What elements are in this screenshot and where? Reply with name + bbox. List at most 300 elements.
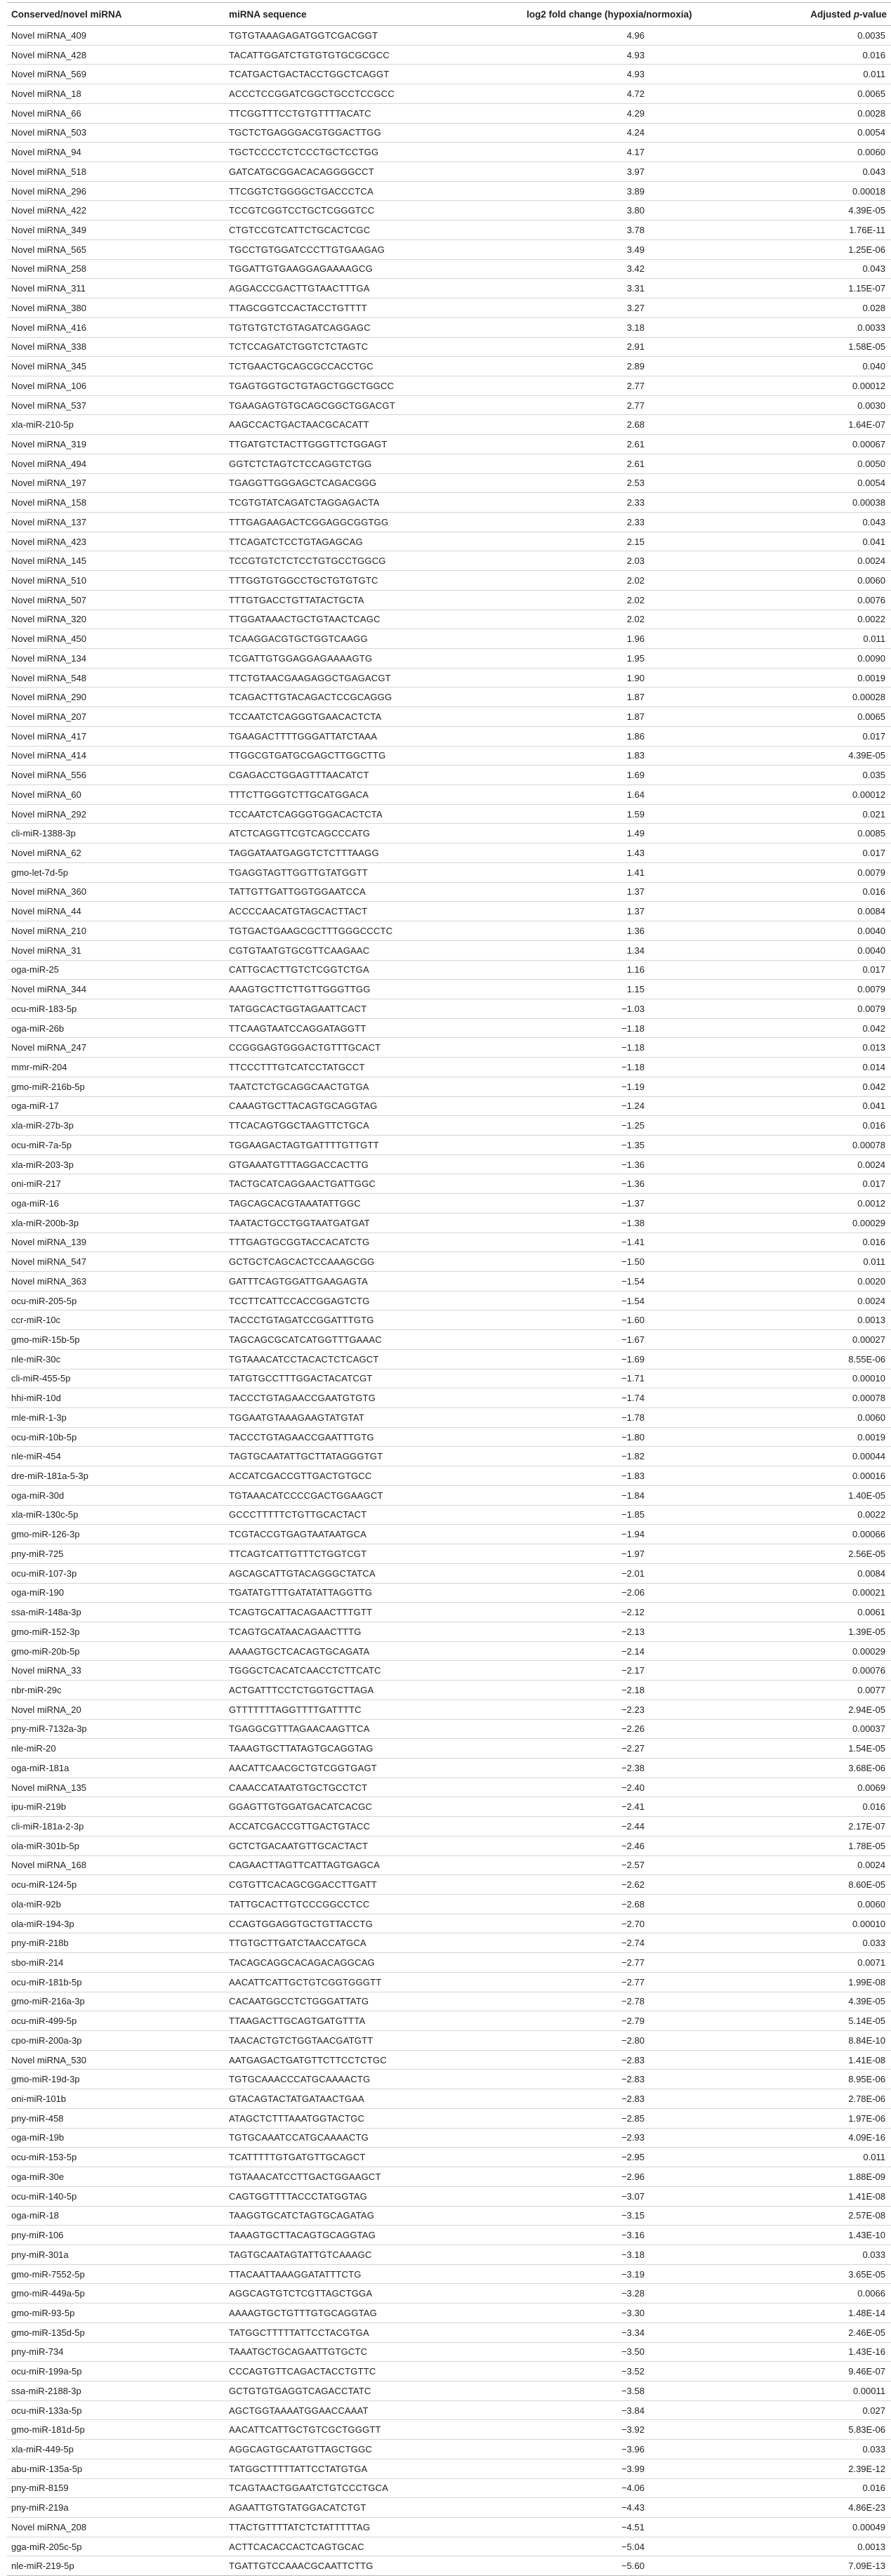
log2-fold-change-cell: −2.79 [515,2011,727,2031]
mirna-name-cell: Novel miRNA_60 [7,785,223,805]
adjusted-p-value-cell: 4.09E-16 [727,2128,891,2148]
sequence-cell: TGAGTGGTGCTGTAGCTGGCTGGCC [223,376,515,395]
mirna-name-cell: cli-miR-1388-3p [7,824,223,843]
table-row [7,707,891,727]
table-row [7,882,891,902]
table-row [7,2148,891,2167]
adjusted-p-value-cell: 0.042 [727,1077,891,1096]
table-row [7,610,891,629]
table-row [7,1661,891,1681]
mirna-name-cell: Novel miRNA_247 [7,1038,223,1058]
table-row [7,2381,891,2400]
log2-fold-change-cell: −1.97 [515,1544,727,1564]
adjusted-p-value-cell: 0.0079 [727,980,891,999]
adjusted-p-value-cell: 4.39E-05 [727,201,891,221]
log2-fold-change-cell: −1.03 [515,999,727,1018]
log2-fold-change-cell: −3.30 [515,2304,727,2323]
adjusted-p-value-cell: 1.64E-07 [727,415,891,435]
adjusted-p-value-cell: 0.035 [727,765,891,785]
log2-fold-change-cell: 1.87 [515,707,727,727]
mirna-name-cell: mmr-miR-204 [7,1058,223,1077]
sequence-cell: CATTGCACTTGTCTCGGTCTGA [223,960,515,980]
sequence-cell: TTCTGTAACGAAGAGGCTGAGACGT [223,668,515,688]
sequence-cell: TGGATTGTGAAGGAGAAAAGCG [223,259,515,279]
log2-fold-change-cell: −2.77 [515,1953,727,1973]
log2-fold-change-cell: 1.64 [515,785,727,805]
mirna-name-cell: ocu-miR-153-5p [7,2148,223,2167]
log2-fold-change-cell: 3.97 [515,162,727,182]
mirna-name-cell: oga-miR-18 [7,2206,223,2226]
sequence-cell: GTTTTTTTAGGTTTTGATTTTC [223,1700,515,1719]
adjusted-p-value-cell: 4.86E-23 [727,2498,891,2518]
mirna-name-cell: Novel miRNA_360 [7,882,223,902]
log2-fold-change-cell: 3.89 [515,181,727,201]
adjusted-p-value-cell: 0.0065 [727,84,891,104]
adjusted-p-value-cell: 0.014 [727,1058,891,1077]
mirna-name-cell: Novel miRNA_62 [7,843,223,863]
sequence-cell: TACCCTGTAGAACCGAATTTGTG [223,1427,515,1447]
table-row [7,1058,891,1077]
log2-fold-change-cell: 3.78 [515,221,727,240]
sequence-cell: CAAAGTGCTTACAGTGCAGGTAG [223,1096,515,1116]
mirna-name-cell: ocu-miR-133a-5p [7,2400,223,2420]
mirna-name-cell: gmo-miR-152-3p [7,1622,223,1641]
table-row [7,1797,891,1817]
mirna-name-cell: oni-miR-217 [7,1174,223,1194]
table-row [7,415,891,435]
log2-fold-change-cell: −2.23 [515,1700,727,1719]
mirna-name-cell: Novel miRNA_18 [7,84,223,104]
sequence-cell: CACAATGGCCTCTGGGATTATG [223,1992,515,2011]
adjusted-p-value-cell: 0.00049 [727,2518,891,2537]
table-row [7,1895,891,1914]
log2-fold-change-cell: 4.17 [515,143,727,162]
adjusted-p-value-cell: 0.00078 [727,1388,891,1408]
table-row [7,688,891,707]
sequence-cell: TAGTGCAATATTGCTTATAGGGTGT [223,1447,515,1466]
sequence-cell: AAGCCACTGACTAACGCACATT [223,415,515,435]
log2-fold-change-cell: −4.43 [515,2498,727,2518]
adjusted-p-value-cell: 0.017 [727,1174,891,1194]
log2-fold-change-cell: 3.18 [515,317,727,337]
log2-fold-change-cell: −3.34 [515,2322,727,2342]
table-row [7,45,891,65]
mirna-name-cell: Novel miRNA_20 [7,1700,223,1719]
adjusted-p-value-cell: 2.57E-08 [727,2206,891,2226]
log2-fold-change-cell: −5.04 [515,2537,727,2556]
log2-fold-change-cell: 1.87 [515,688,727,707]
mirna-name-cell: Novel miRNA_450 [7,629,223,649]
sequence-cell: GTGAAATGTTTAGGACCACTTG [223,1155,515,1174]
table-row [7,512,891,532]
table-row [7,1992,891,2011]
adjusted-p-value-cell: 0.011 [727,2148,891,2167]
adjusted-p-value-cell: 0.00078 [727,1135,891,1155]
table-row [7,1777,891,1797]
mirna-name-cell: xla-miR-200b-3p [7,1213,223,1233]
mirna-name-cell: ocu-miR-7a-5p [7,1135,223,1155]
adjusted-p-value-cell: 2.56E-05 [727,1544,891,1564]
sequence-cell: GTACAGTACTATGATAACTGAA [223,2089,515,2109]
log2-fold-change-cell: −2.12 [515,1603,727,1622]
table-row [7,590,891,610]
sequence-cell: TAGGATAATGAGGTCTCTTTAAGG [223,843,515,863]
table-row [7,239,891,259]
sequence-cell: TGGAATGTAAAGAAGTATGTAT [223,1408,515,1428]
adjusted-p-value-cell: 0.00076 [727,1661,891,1681]
log2-fold-change-cell: −1.19 [515,1077,727,1096]
header-row [7,3,891,26]
table-row [7,1310,891,1330]
adjusted-p-value-cell: 1.43E-16 [727,2342,891,2362]
mirna-name-cell: Novel miRNA_210 [7,921,223,941]
sequence-cell: TTAAGACTTGCAGTGATGTTTA [223,2011,515,2031]
adjusted-p-value-cell: 0.0076 [727,590,891,610]
log2-fold-change-cell: −2.41 [515,1797,727,1817]
table-row [7,2498,891,2518]
log2-fold-change-cell: −2.13 [515,1622,727,1641]
adjusted-p-value-cell: 0.028 [727,298,891,318]
adjusted-p-value-cell: 0.0085 [727,824,891,843]
log2-fold-change-cell: 1.41 [515,862,727,882]
table-row [7,1330,891,1350]
sequence-cell: TATTGCACTTGTCCCGGCCTCC [223,1895,515,1914]
log2-fold-change-cell: 2.61 [515,435,727,454]
mirna-name-cell: ocu-miR-10b-5p [7,1427,223,1447]
mirna-name-cell: ocu-miR-107-3p [7,1563,223,1583]
adjusted-p-value-cell: 1.99E-08 [727,1972,891,1992]
adjusted-p-value-cell: 8.55E-06 [727,1349,891,1369]
adjusted-p-value-cell: 2.39E-12 [727,2459,891,2478]
mirna-name-cell: Novel miRNA_134 [7,649,223,669]
table-row [7,2031,891,2051]
sequence-cell: TATGGCTTTTTATTCCTATGTGA [223,2459,515,2478]
adjusted-p-value-cell: 0.0077 [727,1681,891,1700]
table-row [7,2440,891,2459]
header-sequence: miRNA sequence [223,3,515,26]
adjusted-p-value-cell: 0.00066 [727,1525,891,1544]
mirna-name-cell: Novel miRNA_507 [7,590,223,610]
mirna-name-cell: ocu-miR-140-5p [7,2186,223,2206]
mirna-name-cell: pny-miR-106 [7,2226,223,2245]
log2-fold-change-cell: 3.49 [515,239,727,259]
table-row [7,1563,891,1583]
adjusted-p-value-cell: 0.0060 [727,1895,891,1914]
log2-fold-change-cell: −1.50 [515,1252,727,1272]
adjusted-p-value-cell: 0.00037 [727,1719,891,1739]
sequence-cell: TTCAAGTAATCCAGGATAGGTT [223,1018,515,1038]
sequence-cell: CCCAGTGTTCAGACTACCTGTTC [223,2362,515,2381]
sequence-cell: GCTGCTCAGCACTCCAAAGCGG [223,1252,515,1272]
adjusted-p-value-cell: 0.042 [727,1018,891,1038]
adjusted-p-value-cell: 0.016 [727,882,891,902]
sequence-cell: TATTGTTGATTGGTGGAATCCA [223,882,515,902]
mirna-name-cell: xla-miR-210-5p [7,415,223,435]
mirna-name-cell: Novel miRNA_139 [7,1233,223,1252]
log2-fold-change-cell: −1.78 [515,1408,727,1428]
log2-fold-change-cell: 2.15 [515,532,727,551]
mirna-name-cell: gmo-miR-216b-5p [7,1077,223,1096]
sequence-cell: TCCAATCTCAGGGTGAACACTCTA [223,707,515,727]
log2-fold-change-cell: −1.37 [515,1194,727,1214]
log2-fold-change-cell: −2.38 [515,1758,727,1777]
adjusted-p-value-cell: 0.0060 [727,571,891,591]
table-row [7,1213,891,1233]
mirna-name-cell: Novel miRNA_320 [7,610,223,629]
log2-fold-change-cell: −2.57 [515,1855,727,1875]
adjusted-p-value-cell: 0.0024 [727,1155,891,1174]
table-row [7,2011,891,2031]
mirna-name-cell: Novel miRNA_290 [7,688,223,707]
sequence-cell: TGTGCAAACCCATGCAAAACTG [223,2070,515,2089]
sequence-cell: GATTTCAGTGGATTGAAGAGTA [223,1272,515,1292]
mirna-name-cell: oga-miR-30e [7,2167,223,2187]
mirna-name-cell: Novel miRNA_135 [7,1777,223,1797]
log2-fold-change-cell: 1.43 [515,843,727,863]
sequence-cell: TCCAATCTCAGGGTGGACACTCTA [223,804,515,824]
log2-fold-change-cell: 1.86 [515,726,727,746]
header-adjusted-p-value [727,3,891,26]
table-row [7,2459,891,2478]
table-row [7,785,891,805]
table-row [7,1817,891,1836]
mirna-name-cell: pny-miR-458 [7,2108,223,2128]
sequence-cell: CGTGTTCACAGCGGACCTTGATT [223,1875,515,1895]
log2-fold-change-cell: 1.37 [515,882,727,902]
adjusted-p-value-cell: 2.94E-05 [727,1700,891,1719]
mirna-name-cell: hhi-miR-10d [7,1388,223,1408]
log2-fold-change-cell: 4.72 [515,84,727,104]
table-row [7,1855,891,1875]
table-row [7,2264,891,2284]
mirna-name-cell: Novel miRNA_428 [7,45,223,65]
sequence-cell: GCCCTTTTTCTGTTGCACTACT [223,1505,515,1525]
table-row [7,2108,891,2128]
table-row [7,376,891,395]
sequence-cell: TCATGACTGACTACCTGGCTCAGGT [223,65,515,84]
mirna-name-cell: Novel miRNA_44 [7,902,223,921]
sequence-cell: TACATTGGATCTGTGTGTGCGCGCC [223,45,515,65]
adjusted-p-value-cell: 0.0024 [727,1291,891,1310]
sequence-cell: TGTAAACATCCCCGACTGGAAGCT [223,1485,515,1505]
mirna-name-cell: gmo-miR-93-5p [7,2304,223,2323]
sequence-cell: CAGTGGTTTTACCCTATGGTAG [223,2186,515,2206]
sequence-cell: TTTGAGTGCGGTACCACATCTG [223,1233,515,1252]
adjusted-p-value-cell: 0.017 [727,960,891,980]
mirna-name-cell: oga-miR-19b [7,2128,223,2148]
mirna-name-cell: gga-miR-205c-5p [7,2537,223,2556]
header-padj-prefix: Adjusted [810,8,854,20]
log2-fold-change-cell: −1.85 [515,1505,727,1525]
mirna-name-cell: Novel miRNA_423 [7,532,223,551]
adjusted-p-value-cell: 0.0079 [727,999,891,1018]
sequence-cell: AACATTCATTGCTGTCGCTGGGTT [223,2420,515,2440]
sequence-cell: TAAAGTGCTTATAGTGCAGGTAG [223,1739,515,1759]
log2-fold-change-cell: 2.77 [515,376,727,395]
adjusted-p-value-cell: 0.043 [727,259,891,279]
sequence-cell: AACATTCAACGCTGTCGGTGAGT [223,1758,515,1777]
log2-fold-change-cell: −3.58 [515,2381,727,2400]
adjusted-p-value-cell: 0.016 [727,1116,891,1136]
sequence-cell: TTGATGTCTACTTGGGTTCTGGAGT [223,435,515,454]
table-row [7,1641,891,1661]
mirna-name-cell: pny-miR-301a [7,2245,223,2264]
table-row [7,1739,891,1759]
mirna-name-cell: Novel miRNA_296 [7,181,223,201]
table-row [7,65,891,84]
table-row [7,1719,891,1739]
table-row [7,1914,891,1933]
adjusted-p-value-cell: 1.40E-05 [727,1485,891,1505]
log2-fold-change-cell: −2.70 [515,1914,727,1933]
adjusted-p-value-cell: 0.0090 [727,649,891,669]
mirna-name-cell: pny-miR-725 [7,1544,223,1564]
table-row [7,2089,891,2109]
log2-fold-change-cell: 2.77 [515,395,727,415]
table-row [7,668,891,688]
log2-fold-change-cell: 3.80 [515,201,727,221]
header-mirna-name: Conserved/novel miRNA [7,3,223,26]
log2-fold-change-cell: 1.69 [515,765,727,785]
adjusted-p-value-cell: 0.00018 [727,181,891,201]
table-row [7,2342,891,2362]
sequence-cell: AAAAGTGCTCACAGTGCAGATA [223,1641,515,1661]
mirna-name-cell: ssa-miR-2188-3p [7,2381,223,2400]
log2-fold-change-cell: −4.51 [515,2518,727,2537]
mirna-name-cell: ssa-miR-148a-3p [7,1603,223,1622]
adjusted-p-value-cell: 0.00021 [727,1583,891,1603]
header-padj-suffix: -value [859,8,887,20]
mirna-name-cell: dre-miR-181a-5-3p [7,1466,223,1486]
mirna-name-cell: ipu-miR-219b [7,1797,223,1817]
sequence-cell: TATGTGCCTTTGGACTACATCGT [223,1369,515,1388]
mirna-name-cell: Novel miRNA_31 [7,940,223,960]
table-row [7,298,891,318]
sequence-cell: TCCTTCATTCCACCGGAGTCTG [223,1291,515,1310]
sequence-cell: TAATACTGCCTGGTAATGATGAT [223,1213,515,1233]
sequence-cell: TGTAAACATCCTACACTCTCAGCT [223,1349,515,1369]
sequence-cell: TTCCCTTTGTCATCCTATGCCT [223,1058,515,1077]
sequence-cell: TTCGGTTTCCTGTGTTTTACATC [223,103,515,123]
sequence-cell: TACCCTGTAGATCCGGATTTGTG [223,1310,515,1330]
adjusted-p-value-cell: 0.043 [727,512,891,532]
table-row [7,1622,891,1641]
table-row [7,1758,891,1777]
adjusted-p-value-cell: 4.39E-05 [727,1992,891,2011]
mirna-name-cell: Novel miRNA_208 [7,2518,223,2537]
adjusted-p-value-cell: 0.0033 [727,317,891,337]
sequence-cell: TCATTTTTGTGATGTTGCAGCT [223,2148,515,2167]
table-row [7,2362,891,2381]
mirna-name-cell: gmo-miR-216a-3p [7,1992,223,2011]
log2-fold-change-cell: −2.27 [515,1739,727,1759]
log2-fold-change-cell: 1.16 [515,960,727,980]
mirna-name-cell: xla-miR-27b-3p [7,1116,223,1136]
log2-fold-change-cell: −5.60 [515,2556,727,2576]
table-row [7,2322,891,2342]
sequence-cell: TGAGGCGTTTAGAACAAGTTCA [223,1719,515,1739]
mirna-name-cell: Novel miRNA_547 [7,1252,223,1272]
mirna-name-cell: gmo-miR-135d-5p [7,2322,223,2342]
log2-fold-change-cell: −2.14 [515,1641,727,1661]
sequence-cell: AGGACCCGACTTGTAACTTTGA [223,279,515,298]
mirna-name-cell: Novel miRNA_422 [7,201,223,221]
sequence-cell: AGGCAGTGTCTCGTTAGCTGGA [223,2284,515,2304]
sequence-cell: TCGTACCGTGAGTAATAATGCA [223,1525,515,1544]
sequence-cell: TAAGGTGCATCTAGTGCAGATAG [223,2206,515,2226]
sequence-cell: TCCGTCGGTCCTGCTCGGGTCC [223,201,515,221]
log2-fold-change-cell: 2.02 [515,590,727,610]
table-row [7,1155,891,1174]
table-row [7,1077,891,1096]
log2-fold-change-cell: −1.60 [515,1310,727,1330]
table-row [7,317,891,337]
table-row [7,843,891,863]
mirna-name-cell: ocu-miR-183-5p [7,999,223,1018]
sequence-cell: TAGCAGCACGTAAATATTGGC [223,1194,515,1214]
mirna-name-cell: oni-miR-101b [7,2089,223,2109]
mirna-name-cell: Novel miRNA_363 [7,1272,223,1292]
table-body [7,26,891,2576]
sequence-cell: TGAGGTAGTTGGTTGTATGGTT [223,862,515,882]
log2-fold-change-cell: −1.69 [515,1349,727,1369]
table-row [7,2186,891,2206]
adjusted-p-value-cell: 0.00012 [727,376,891,395]
adjusted-p-value-cell: 0.011 [727,1252,891,1272]
mirna-name-cell: Novel miRNA_258 [7,259,223,279]
adjusted-p-value-cell: 0.0084 [727,1563,891,1583]
mirna-name-cell: Novel miRNA_145 [7,551,223,571]
mirna-name-cell: ocu-miR-205-5p [7,1291,223,1310]
sequence-cell: TGGGCTCACATCAACCTCTTCATC [223,1661,515,1681]
sequence-cell: TCAGTAACTGGAATCTGTCCCTGCA [223,2478,515,2498]
log2-fold-change-cell: −1.41 [515,1233,727,1252]
adjusted-p-value-cell: 0.0022 [727,610,891,629]
mirna-name-cell: Novel miRNA_207 [7,707,223,727]
table-row [7,571,891,591]
sequence-cell: TTCAGATCTCCTGTAGAGCAG [223,532,515,551]
table-row [7,2284,891,2304]
table-row [7,1953,891,1973]
sequence-cell: AACATTCATTGCTGTCGGTGGGTT [223,1972,515,1992]
sequence-cell: TTGGATAAACTGCTGTAACTCAGC [223,610,515,629]
mirna-name-cell: Novel miRNA_414 [7,746,223,765]
adjusted-p-value-cell: 1.39E-05 [727,1622,891,1641]
mirna-name-cell: Novel miRNA_33 [7,1661,223,1681]
sequence-cell: TTTGGTGTGGCCTGCTGTGTGTC [223,571,515,591]
sequence-cell: TCAAGGACGTGCTGGTCAAGG [223,629,515,649]
adjusted-p-value-cell: 0.0084 [727,902,891,921]
table-row [7,221,891,240]
log2-fold-change-cell: −3.28 [515,2284,727,2304]
table-row [7,2070,891,2089]
mirna-name-cell: xla-miR-449-5p [7,2440,223,2459]
table-row [7,824,891,843]
table-row [7,1038,891,1058]
adjusted-p-value-cell: 0.0035 [727,26,891,46]
mirna-expression-table [7,2,891,2576]
table-row [7,473,891,493]
sequence-cell: AAAAGTGCTGTTTGTGCAGGTAG [223,2304,515,2323]
adjusted-p-value-cell: 0.016 [727,1797,891,1817]
log2-fold-change-cell: −1.67 [515,1330,727,1350]
mirna-name-cell: nle-miR-219-5p [7,2556,223,2576]
adjusted-p-value-cell: 0.0054 [727,123,891,143]
log2-fold-change-cell: −1.54 [515,1272,727,1292]
mirna-name-cell: ccr-miR-10c [7,1310,223,1330]
table-row [7,1972,891,1992]
adjusted-p-value-cell: 1.41E-08 [727,2186,891,2206]
